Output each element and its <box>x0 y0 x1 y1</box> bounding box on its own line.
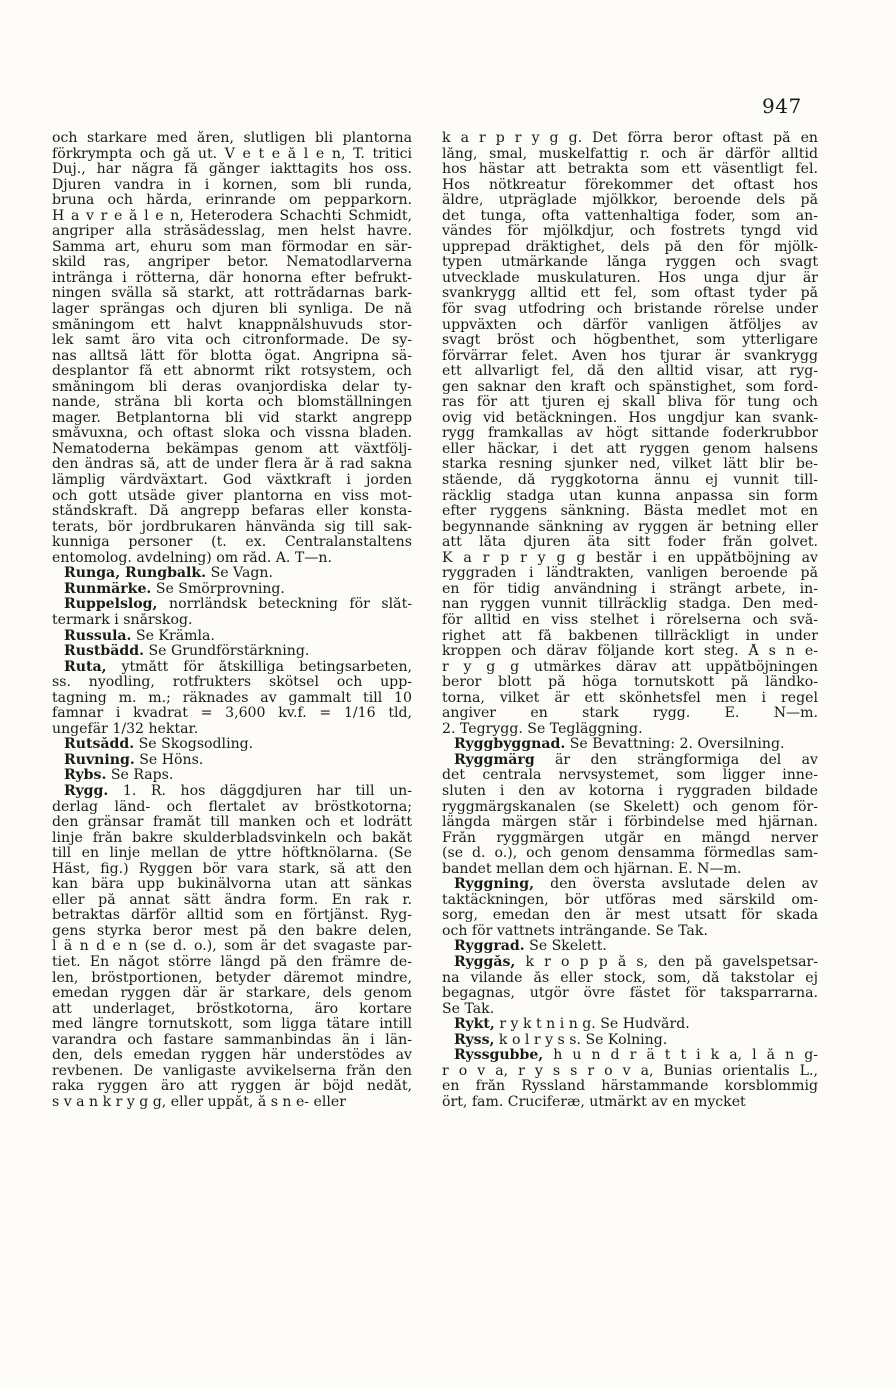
entry-text: Se Skogsodling. <box>138 737 254 753</box>
dictionary-entry <box>52 597 412 628</box>
text-line: desplantor få ett abnormt rikt rotsystem, och <box>52 364 412 380</box>
entry-first-line <box>52 566 412 582</box>
dictionary-entry <box>52 737 412 753</box>
entry-text: ytmått för åtskilliga betingsarbeten, <box>121 659 412 675</box>
entry-line: taktäckningen, bör utföras med särskild om- <box>442 892 818 908</box>
entry-first-line <box>52 644 412 660</box>
entry-headword: Ryggrad. <box>454 939 525 955</box>
dictionary-entry <box>442 1048 818 1110</box>
text-line: beror blott på höga tornutskott på ländko- <box>442 675 818 691</box>
text-line: typen utmärkande långa ryggen och svagt <box>442 255 818 271</box>
dictionary-entry <box>52 784 412 1110</box>
text-line: att låta djuren äta sitt foder från golvet. <box>442 535 818 551</box>
entry-first-line <box>52 784 412 800</box>
entry-headword: Ryggning, <box>454 877 534 893</box>
text-line: lek samt äro vita och citronformade. De sy- <box>52 333 412 349</box>
entry-line: kan bära upp bukinälvorna utan att sänkas <box>52 877 412 893</box>
entry-first-line <box>442 939 818 955</box>
entry-first-line <box>52 753 412 769</box>
dictionary-entry <box>442 877 818 939</box>
dictionary-entry <box>52 753 412 769</box>
text-line: den ändras så, att de under flera år å rad sakna <box>52 457 412 473</box>
entry-text: Se Vagn. <box>210 566 273 582</box>
entry-line: r o v a, r y s s r o v a, Bunias orientalis L., <box>442 1063 818 1079</box>
entry-line: ss. nyodling, rotfrukters skötsel och upp- <box>52 675 412 691</box>
text-line: nan ryggen vunnit tillräcklig stadga. Den med- <box>442 597 818 613</box>
text-line: ståndskraft. Då angrepp befaras eller konsta- <box>52 504 412 520</box>
text-line: starka resning sjunker ned, vilket lätt blir be- <box>442 457 818 473</box>
entry-line: att underlaget, bröstkotorna, äro kortare <box>52 1001 412 1017</box>
dictionary-entry <box>52 644 412 660</box>
entry-first-line <box>442 1033 818 1049</box>
text-line: 2. Tegrygg. Se Tegläggning. <box>442 721 643 737</box>
entry-line: eller på annat sätt ändra form. En rak r. <box>52 892 412 908</box>
entry-text: är den strängformiga del av <box>555 752 818 768</box>
entry-line: Från ryggmärgen utgår en mängd nerver <box>442 830 818 846</box>
entry-first-line <box>52 737 412 753</box>
text-line: entomolog. avdelning) om råd. A. T—n. <box>52 550 332 566</box>
text-line: det tunga, ofta vattenhaltiga foder, som an- <box>442 208 818 224</box>
text-line: Samma art, ehuru som man förmodar en sär- <box>52 239 412 255</box>
entry-headword: Ryggmärg <box>454 752 535 768</box>
dictionary-entry <box>442 737 818 753</box>
entry-headword: Runga, Rungbalk. <box>64 566 207 582</box>
entry-first-line <box>442 955 818 971</box>
entry-line: len, bröstportionen, betyder däremot mindre, <box>52 970 412 986</box>
text-line: intränga i rötterna, där honorna efter befrukt- <box>52 270 412 286</box>
text-line: stående, då ryggkotorna ännu ej vunnit till- <box>442 473 818 489</box>
text-line: gen saknar den kraft och spänstighet, som ford- <box>442 379 818 395</box>
entry-first-line <box>52 768 412 784</box>
text-line: uppväxten och därför vanligen åtföljes av <box>442 317 818 333</box>
entry-line: raka ryggen äro att ryggen är böjd nedåt, <box>52 1079 412 1095</box>
text-line: mager. Betplantorna bli vid starkt angrepp <box>52 410 412 426</box>
entry-text: Se Raps. <box>110 768 174 784</box>
entry-line: betraktas därför alltid som en förtjänst. Ryg- <box>52 908 412 924</box>
text-line: H a v r e å l e n, Heterodera Schachti Schmidt, <box>52 208 412 224</box>
text-line: lång, smal, muskelfattig r. och är därför alltid <box>442 146 818 162</box>
text-line: för alltid en viss stelhet i rörelserna och svå- <box>442 612 818 628</box>
entry-line: revbenen. De vanligaste avvikelserna från den <box>52 1063 412 1079</box>
text-line: Djuren vandra in i kornen, som bli runda, <box>52 177 412 193</box>
entry-headword: Rygg. <box>64 783 109 799</box>
text-line: angriper alla stråsädesslag, men helst havre. <box>52 224 412 240</box>
entry-line: termark i snårskog. <box>52 612 193 628</box>
text-line: för svag utfodring och bristande rörelse under <box>442 302 818 318</box>
entry-first-line <box>442 877 818 893</box>
text-line: r y g g utmärkes därav att uppåtböjningen <box>442 659 818 675</box>
text-line: efter ryggens sänkning. Bästa medlet mot en <box>442 504 818 520</box>
entry-first-line <box>442 1048 818 1064</box>
text-line: småningom bli deras ovanjordiska delar ty- <box>52 379 412 395</box>
text-line: lager sprängas och djuren bli synliga. De nå <box>52 302 412 318</box>
dictionary-entry <box>52 629 412 645</box>
entry-headword: Russula. <box>64 628 132 644</box>
text-line: K a r p r y g g består i en uppåtböjning av <box>442 550 818 566</box>
entry-headword: Rybs. <box>64 768 107 784</box>
text-line: förvärrar felet. Även hos tjurar är svankrygg <box>442 348 818 364</box>
text-line: småningom ett halvt knappnålshuvuds stor- <box>52 317 412 333</box>
text-line: nas alltså lätt för blotta ögat. Angripna sä- <box>52 348 412 364</box>
text-line: svagt bröst och högbenthet, som ytterligare <box>442 333 818 349</box>
text-line: hos hästar att betrakta som ett väsentligt fel. <box>442 162 818 178</box>
entry-text: h u n d r ä t t i k a, l å n g- <box>553 1048 818 1064</box>
right-column <box>442 131 818 1110</box>
text-line: ryggraden i ländtrakten, vanligen beroende på <box>442 566 818 582</box>
entry-headword: Rustbädd. <box>64 644 145 660</box>
entry-line: sluten i den av kotorna i ryggraden bildade <box>442 783 818 799</box>
text-line: och starkare med åren, slutligen bli plantorna <box>52 131 412 146</box>
dictionary-entry <box>52 566 412 582</box>
text-line: en för tidig användning i strängt arbete, in- <box>442 581 818 597</box>
text-line: ningen svälla så starkt, att rottrådarnas bark- <box>52 286 412 302</box>
dictionary-entry <box>442 1017 818 1033</box>
entry-line: den gränsar framåt till manken och et lodrätt <box>52 815 412 831</box>
entry-line: ryggmärgskanalen (se Skelett) och genom för- <box>442 799 818 815</box>
entry-line: längda märgen står i förbindelse med hjärnan. <box>442 815 818 831</box>
entry-headword: Ruppelslog, <box>64 597 158 613</box>
entry-text: r y k t n i n g. Se Hudvård. <box>499 1017 690 1033</box>
text-line: Nematoderna bekämpas genom att växtfölj- <box>52 441 412 457</box>
entry-text: 1. R. hos däggdjuren har till un- <box>122 783 412 799</box>
entry-headword: Rutsådd. <box>64 737 135 753</box>
entry-text: k o l r y s s. Se Kolning. <box>498 1032 668 1048</box>
text-line: righet att få bakbenen tillräckligt in under <box>442 628 818 644</box>
entry-line: ungefär 1/32 hektar. <box>52 721 199 737</box>
entry-line: tagning m. m.; räknades av gammalt till 10 <box>52 690 412 706</box>
entry-text: Se Krämla. <box>135 628 215 644</box>
text-line: äldre, utpräglade mjölkkor, beroende dels på <box>442 193 818 209</box>
entry-line: en från Ryssland härstammande korsblommig <box>442 1079 818 1095</box>
text-line: räcklig stadga utan kunna anpassa sin form <box>442 488 818 504</box>
entry-line: till en linje mellan de yttre höftknölarna. (Se <box>52 846 412 862</box>
text-line: terats, bör jordbrukaren hänvända sig till sak- <box>52 519 412 535</box>
text-line: lämplig värdväxtart. God växtkraft i jorden <box>52 473 412 489</box>
text-line: eller häckar, i det att ryggen genom halsens <box>442 441 818 457</box>
dictionary-entry <box>442 939 818 955</box>
text-line: utvecklade muskulaturen. Hos unga djur är <box>442 270 818 286</box>
entry-headword: Runmärke. <box>64 581 152 597</box>
entry-line: begagnas, utgör övre fästet för taksparrarna. <box>442 986 818 1002</box>
entry-first-line <box>52 660 412 676</box>
dictionary-entry <box>442 753 818 877</box>
page-number: 947 <box>762 94 802 118</box>
text-line: svankrygg alltid ett fel, som oftast tyder på <box>442 286 818 302</box>
text-line: ett allvarligt fel, då den alltid visar, att ryg- <box>442 364 818 380</box>
entry-line: derlag länd- och flertalet av bröstkotorna; <box>52 799 412 815</box>
entry-headword: Ryggås, <box>454 954 516 970</box>
text-line: rygg framkallas av högt sittande foderkrubbor <box>442 426 818 442</box>
entry-text: Se Bevattning: 2. Översilning. <box>569 737 785 753</box>
entry-line: tiet. En något större längd på den främre de- <box>52 954 412 970</box>
entry-first-line <box>52 597 412 613</box>
entry-line: med längre tornutskott, som ligga tätare intill <box>52 1017 412 1033</box>
left-column <box>52 131 412 1110</box>
entry-line: na vilande ås eller stock, som, då takstolar ej <box>442 970 818 986</box>
entry-headword: Ruvning. <box>64 752 135 768</box>
entry-line: och för vattnets inträngande. Se Tak. <box>442 923 708 939</box>
text-line: och gott utsäde giver plantorna en viss mot- <box>52 488 412 504</box>
entry-text: k r o p p å s, den på gavelspetsar- <box>525 954 818 970</box>
entry-first-line <box>442 737 818 753</box>
text-line: kunniga personer (t. ex. Centralanstaltens <box>52 535 412 551</box>
entry-text: Se Smörprovning. <box>155 581 285 597</box>
entry-line: emedan ryggen där är starkare, dels genom <box>52 986 412 1002</box>
text-line: nande, stråna bli korta och blomställningen <box>52 395 412 411</box>
entry-headword: Ruta, <box>64 659 107 675</box>
entry-text: den översta avslutade delen av <box>550 877 818 893</box>
entry-line: gens styrka beror mest på den bakre delen, <box>52 923 412 939</box>
text-line: ras för att tjuren ej skall bliva för tung och <box>442 395 818 411</box>
text-line: begynnande sänkning av ryggen är betning eller <box>442 519 818 535</box>
entry-line: varandra och fastare sammanbindas än i län- <box>52 1032 412 1048</box>
dictionary-entry <box>52 582 412 598</box>
entry-text: Se Skelett. <box>529 939 607 955</box>
entry-headword: Ryggbyggnad. <box>454 737 566 753</box>
text-line: k a r p r y g g. Det förra beror oftast på en <box>442 131 818 146</box>
entry-line: sorg, emedan den är mest utsatt för skada <box>442 908 818 924</box>
entry-line: linje från bakre skulderbladsvinkeln och bakåt <box>52 830 412 846</box>
text-line: skild ras, angriper betor. Nematodlarverna <box>52 255 412 271</box>
entry-line: Häst, fig.) Ryggen bör vara stark, så att den <box>52 861 412 877</box>
text-line: angiver en stark rygg. E. N—m. <box>442 706 818 722</box>
text-line: Duj., har några få gånger iakttagits hos oss. <box>52 162 412 178</box>
entry-headword: Ryssgubbe, <box>454 1048 544 1064</box>
dictionary-entry <box>442 955 818 1017</box>
text-line: förkrympta och gå ut. V e t e å l e n, T. tritici <box>52 146 412 162</box>
text-line: ovig vid betäckningen. Hos ungdjur kan svank- <box>442 410 818 426</box>
entry-line: s v a n k r y g g, eller uppåt, å s n e- eller <box>52 1094 346 1110</box>
entry-line: bandet mellan dem och hjärnan. E. N—m. <box>442 861 742 877</box>
text-line: bruna och hårda, erinrande om pepparkorn. <box>52 193 412 209</box>
entry-line: l ä n d e n (se d. o.), som är det svagaste par- <box>52 939 412 955</box>
entry-headword: Ryss, <box>454 1032 495 1048</box>
text-line: vändes för mjölkdjur, och fostrets tyngd vid <box>442 224 818 240</box>
text-line: upprepad dräktighet, dels på den för mjölk- <box>442 239 818 255</box>
dictionary-entry <box>52 768 412 784</box>
entry-line: famnar i kvadrat = 3,600 kv.f. = 1/16 tld, <box>52 706 412 722</box>
entry-line: det centrala nervsystemet, som ligger inne- <box>442 768 818 784</box>
text-line: kroppen och därav följande kort steg. Å s n e- <box>442 644 818 660</box>
entry-text: Se Grundförstärkning. <box>148 644 310 660</box>
text-line: småvuxna, och oftast sloka och vissna bladen. <box>52 426 412 442</box>
entry-text: Se Höns. <box>139 752 204 768</box>
entry-line: den, dels emedan ryggen här understödes av <box>52 1048 412 1064</box>
text-line: Hos nötkreatur förekommer det oftast hos <box>442 177 818 193</box>
entry-headword: Rykt, <box>454 1017 495 1033</box>
entry-first-line <box>52 629 412 645</box>
entry-first-line <box>442 1017 818 1033</box>
entry-line: ört, fam. Cruciferæ, utmärkt av en mycket <box>442 1094 746 1110</box>
dictionary-entry <box>52 660 412 738</box>
dictionary-entry <box>442 1033 818 1049</box>
entry-line: (se d. o.), och genom densamma förmedlas sam- <box>442 846 818 862</box>
entry-line: Se Tak. <box>442 1001 495 1017</box>
entry-first-line <box>442 753 818 769</box>
text-line: torna, vilket är ett skönhetsfel men i regel <box>442 690 818 706</box>
entry-text: norrländsk beteckning för slåt- <box>169 597 412 613</box>
entry-first-line <box>52 582 412 598</box>
